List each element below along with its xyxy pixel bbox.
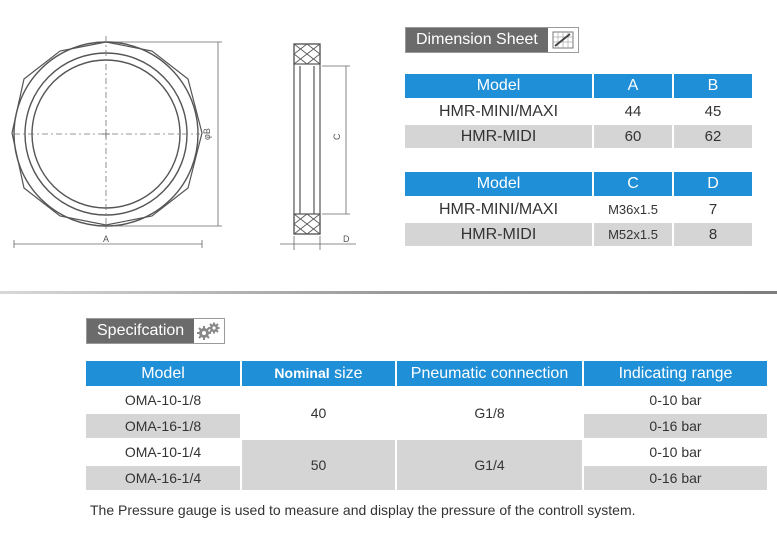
model-cell: HMR-MINI/MAXI (405, 99, 593, 124)
table-row (405, 99, 753, 124)
connection-cell: G1/8 (396, 387, 583, 439)
value-cell: 45 (673, 99, 753, 124)
section-divider (0, 291, 777, 294)
model-cell: OMA-10-1/4 (86, 439, 241, 465)
model-cell: HMR-MINI/MAXI (405, 197, 593, 222)
value-cell: 62 (673, 124, 753, 149)
value-cell: 60 (593, 124, 673, 149)
specification-title: Specifcation (87, 319, 194, 343)
dimension-table-ab (405, 74, 754, 150)
specification-header (86, 318, 225, 344)
col-header-c: C (593, 172, 673, 197)
range-cell: 0-16 bar (583, 413, 768, 439)
range-cell: 0-10 bar (583, 387, 768, 413)
nominal-size-label: size (329, 364, 363, 382)
description-text: The Pressure gauge is used to measure and display the pressure of the controll system. (90, 502, 636, 518)
col-header-pneumatic: Pneumatic connection (396, 361, 583, 387)
value-cell: 8 (673, 222, 753, 247)
col-header-model: Model (405, 74, 593, 99)
value-cell: 44 (593, 99, 673, 124)
range-cell: 0-16 bar (583, 465, 768, 491)
specification-table (86, 361, 769, 492)
table-row (405, 124, 753, 149)
col-header-d: D (673, 172, 753, 197)
value-cell: 7 (673, 197, 753, 222)
dim-label-phi-b: φB (202, 128, 212, 140)
dimension-sheet-title: Dimension Sheet (406, 28, 548, 52)
col-header-a: A (593, 74, 673, 99)
table-row (405, 197, 753, 222)
range-cell: 0-10 bar (583, 439, 768, 465)
dim-label-a: A (103, 234, 110, 244)
side-view-drawing (270, 30, 370, 255)
front-view-drawing (0, 0, 240, 260)
dim-label-c: C (332, 133, 342, 140)
value-cell: M36x1.5 (593, 197, 673, 222)
col-header-model: Model (405, 172, 593, 197)
col-header-model: Model (86, 361, 241, 387)
table-row (405, 222, 753, 247)
col-header-nominal-size (241, 361, 396, 387)
connection-cell: G1/4 (396, 439, 583, 491)
ruler-chart-icon (548, 28, 578, 52)
gears-icon (194, 319, 224, 343)
model-cell: OMA-16-1/8 (86, 413, 241, 439)
model-cell: OMA-16-1/4 (86, 465, 241, 491)
model-cell: OMA-10-1/8 (86, 387, 241, 413)
size-cell: 40 (241, 387, 396, 439)
size-cell: 50 (241, 439, 396, 491)
dimension-sheet-header (405, 27, 579, 53)
model-cell: HMR-MIDI (405, 222, 593, 247)
model-cell: HMR-MIDI (405, 124, 593, 149)
table-row (86, 439, 768, 465)
col-header-b: B (673, 74, 753, 99)
dimension-table-cd (405, 172, 754, 248)
table-row (86, 387, 768, 413)
value-cell: M52x1.5 (593, 222, 673, 247)
nominal-bold-label: Nominal (274, 364, 330, 381)
col-header-range: Indicating range (583, 361, 768, 387)
dim-label-d: D (343, 234, 350, 244)
